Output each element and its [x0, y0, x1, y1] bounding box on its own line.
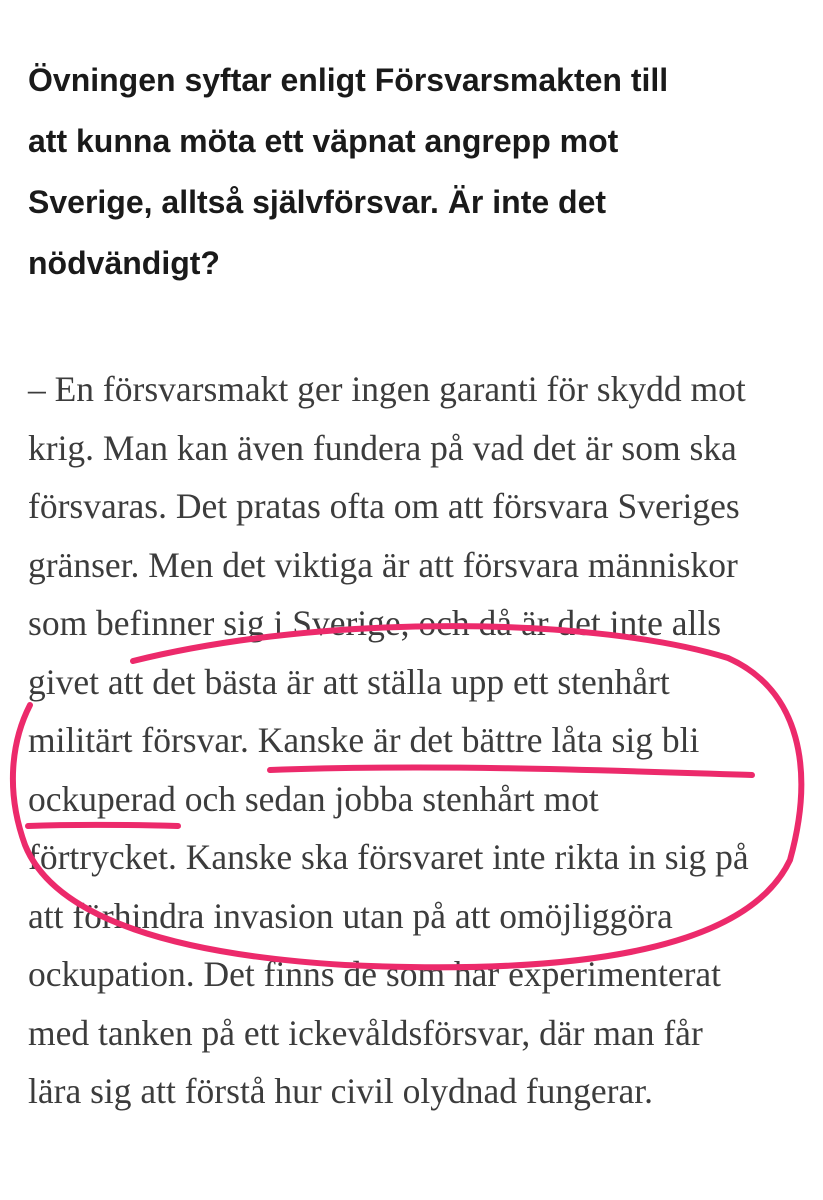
answer-line: förtrycket. Kanske ska försvaret inte rikta in sig på — [28, 837, 749, 877]
interview-answer — [28, 360, 808, 1121]
interview-question — [28, 50, 798, 294]
question-line: nödvändigt? — [28, 245, 220, 281]
answer-line: försvaras. Det pratas ofta om att försvara Sveriges — [28, 486, 740, 526]
answer-line: ockupation. Det finns de som har experimenterat — [28, 954, 722, 994]
answer-line: med tanken på ett ickevåldsförsvar, där man får — [28, 1012, 703, 1053]
answer-line: som befinner sig i Sverige, och då är det inte alls — [28, 603, 722, 643]
answer-line: ockuperad och sedan jobba stenhårt mot — [28, 778, 599, 819]
answer-line: militärt försvar. Kanske är det bättre låta sig bli — [28, 720, 700, 760]
answer-line: att förhindra invasion utan på att omöjliggöra — [28, 895, 673, 936]
question-line: Sverige, alltså självförsvar. Är inte det — [28, 184, 607, 220]
question-line: Övningen syftar enligt Försvarsmakten till — [28, 62, 669, 98]
answer-line: gränser. Men det viktiga är att försvara människor — [28, 544, 738, 585]
answer-line: givet att det bästa är att ställa upp ett stenhårt — [28, 661, 670, 702]
answer-line: krig. Man kan även fundera på vad det är som ska — [28, 427, 737, 468]
answer-line: – En försvarsmakt ger ingen garanti för skydd mot — [28, 369, 746, 409]
answer-line: lära sig att förstå hur civil olydnad fungerar. — [28, 1071, 653, 1111]
question-line: att kunna möta ett väpnat angrepp mot — [28, 123, 619, 159]
